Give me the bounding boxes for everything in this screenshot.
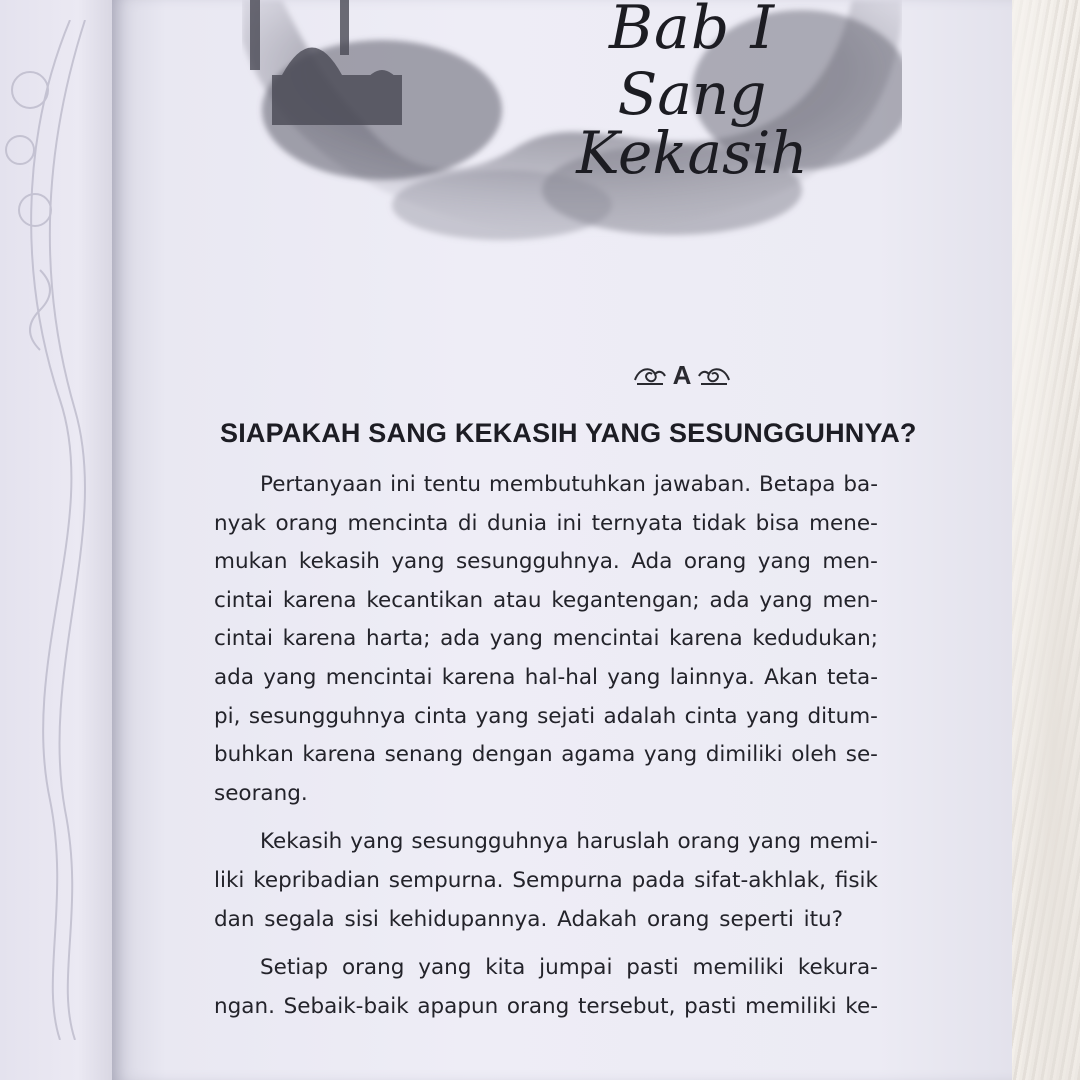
text-line: cintai karena harta; ada yang mencintai karena kedudukan; bbox=[214, 626, 878, 652]
section-letter: A bbox=[672, 359, 692, 390]
text-line: ngan. Sebaik-baik apapun orang tersebut, pasti memiliki ke- bbox=[214, 993, 878, 1019]
text-line: Setiap orang yang kita jumpai pasti memiliki kekura- bbox=[260, 955, 878, 981]
text-line: Pertanyaan ini tentu membutuhkan jawaban. Betapa ba- bbox=[260, 472, 878, 497]
text-line: cintai karena kecantikan atau kegantengan; ada yang men- bbox=[214, 587, 878, 613]
text-line: liki kepribadian sempurna. Sempurna pada sifat-akhlak, fisik bbox=[214, 867, 878, 893]
section-marker bbox=[622, 352, 742, 398]
chapter-name: Sang Kekasih bbox=[576, 60, 808, 188]
text-line: dan segala sisi kehidupannya. Adakah orang seperti itu? bbox=[214, 906, 844, 932]
chapter-title bbox=[512, 0, 872, 188]
body-text bbox=[214, 466, 878, 1026]
text-line: buhkan karena senang dengan agama yang dimiliki oleh se- bbox=[214, 742, 878, 768]
paragraph bbox=[214, 949, 878, 1026]
section-heading: SIAPAKAH SANG KEKASIH YANG SESUNGGUHNYA? bbox=[220, 418, 917, 448]
text-line: ada yang mencintai karena hal-hal yang lainnya. Akan teta- bbox=[214, 664, 878, 690]
text-line: mukan kekasih yang sesungguhnya. Ada orang yang men- bbox=[214, 549, 878, 575]
paragraph bbox=[214, 823, 878, 939]
left-flourish-ornament-icon bbox=[633, 362, 667, 388]
page-border-ornament-icon bbox=[0, 20, 110, 1040]
chapter-number: Bab I bbox=[608, 0, 776, 63]
text-line: nyak orang mencinta di dunia ini ternyata tidak bisa mene- bbox=[214, 510, 878, 536]
text-line: pi, sesungguhnya cinta yang sejati adalah cinta yang ditum- bbox=[214, 703, 878, 729]
right-flourish-ornament-icon bbox=[697, 362, 731, 388]
facing-page-left bbox=[0, 0, 112, 1080]
paragraph bbox=[214, 466, 878, 813]
text-line: seorang. bbox=[214, 780, 308, 806]
text-line: Kekasih yang sesungguhnya haruslah orang yang memi- bbox=[260, 829, 878, 855]
